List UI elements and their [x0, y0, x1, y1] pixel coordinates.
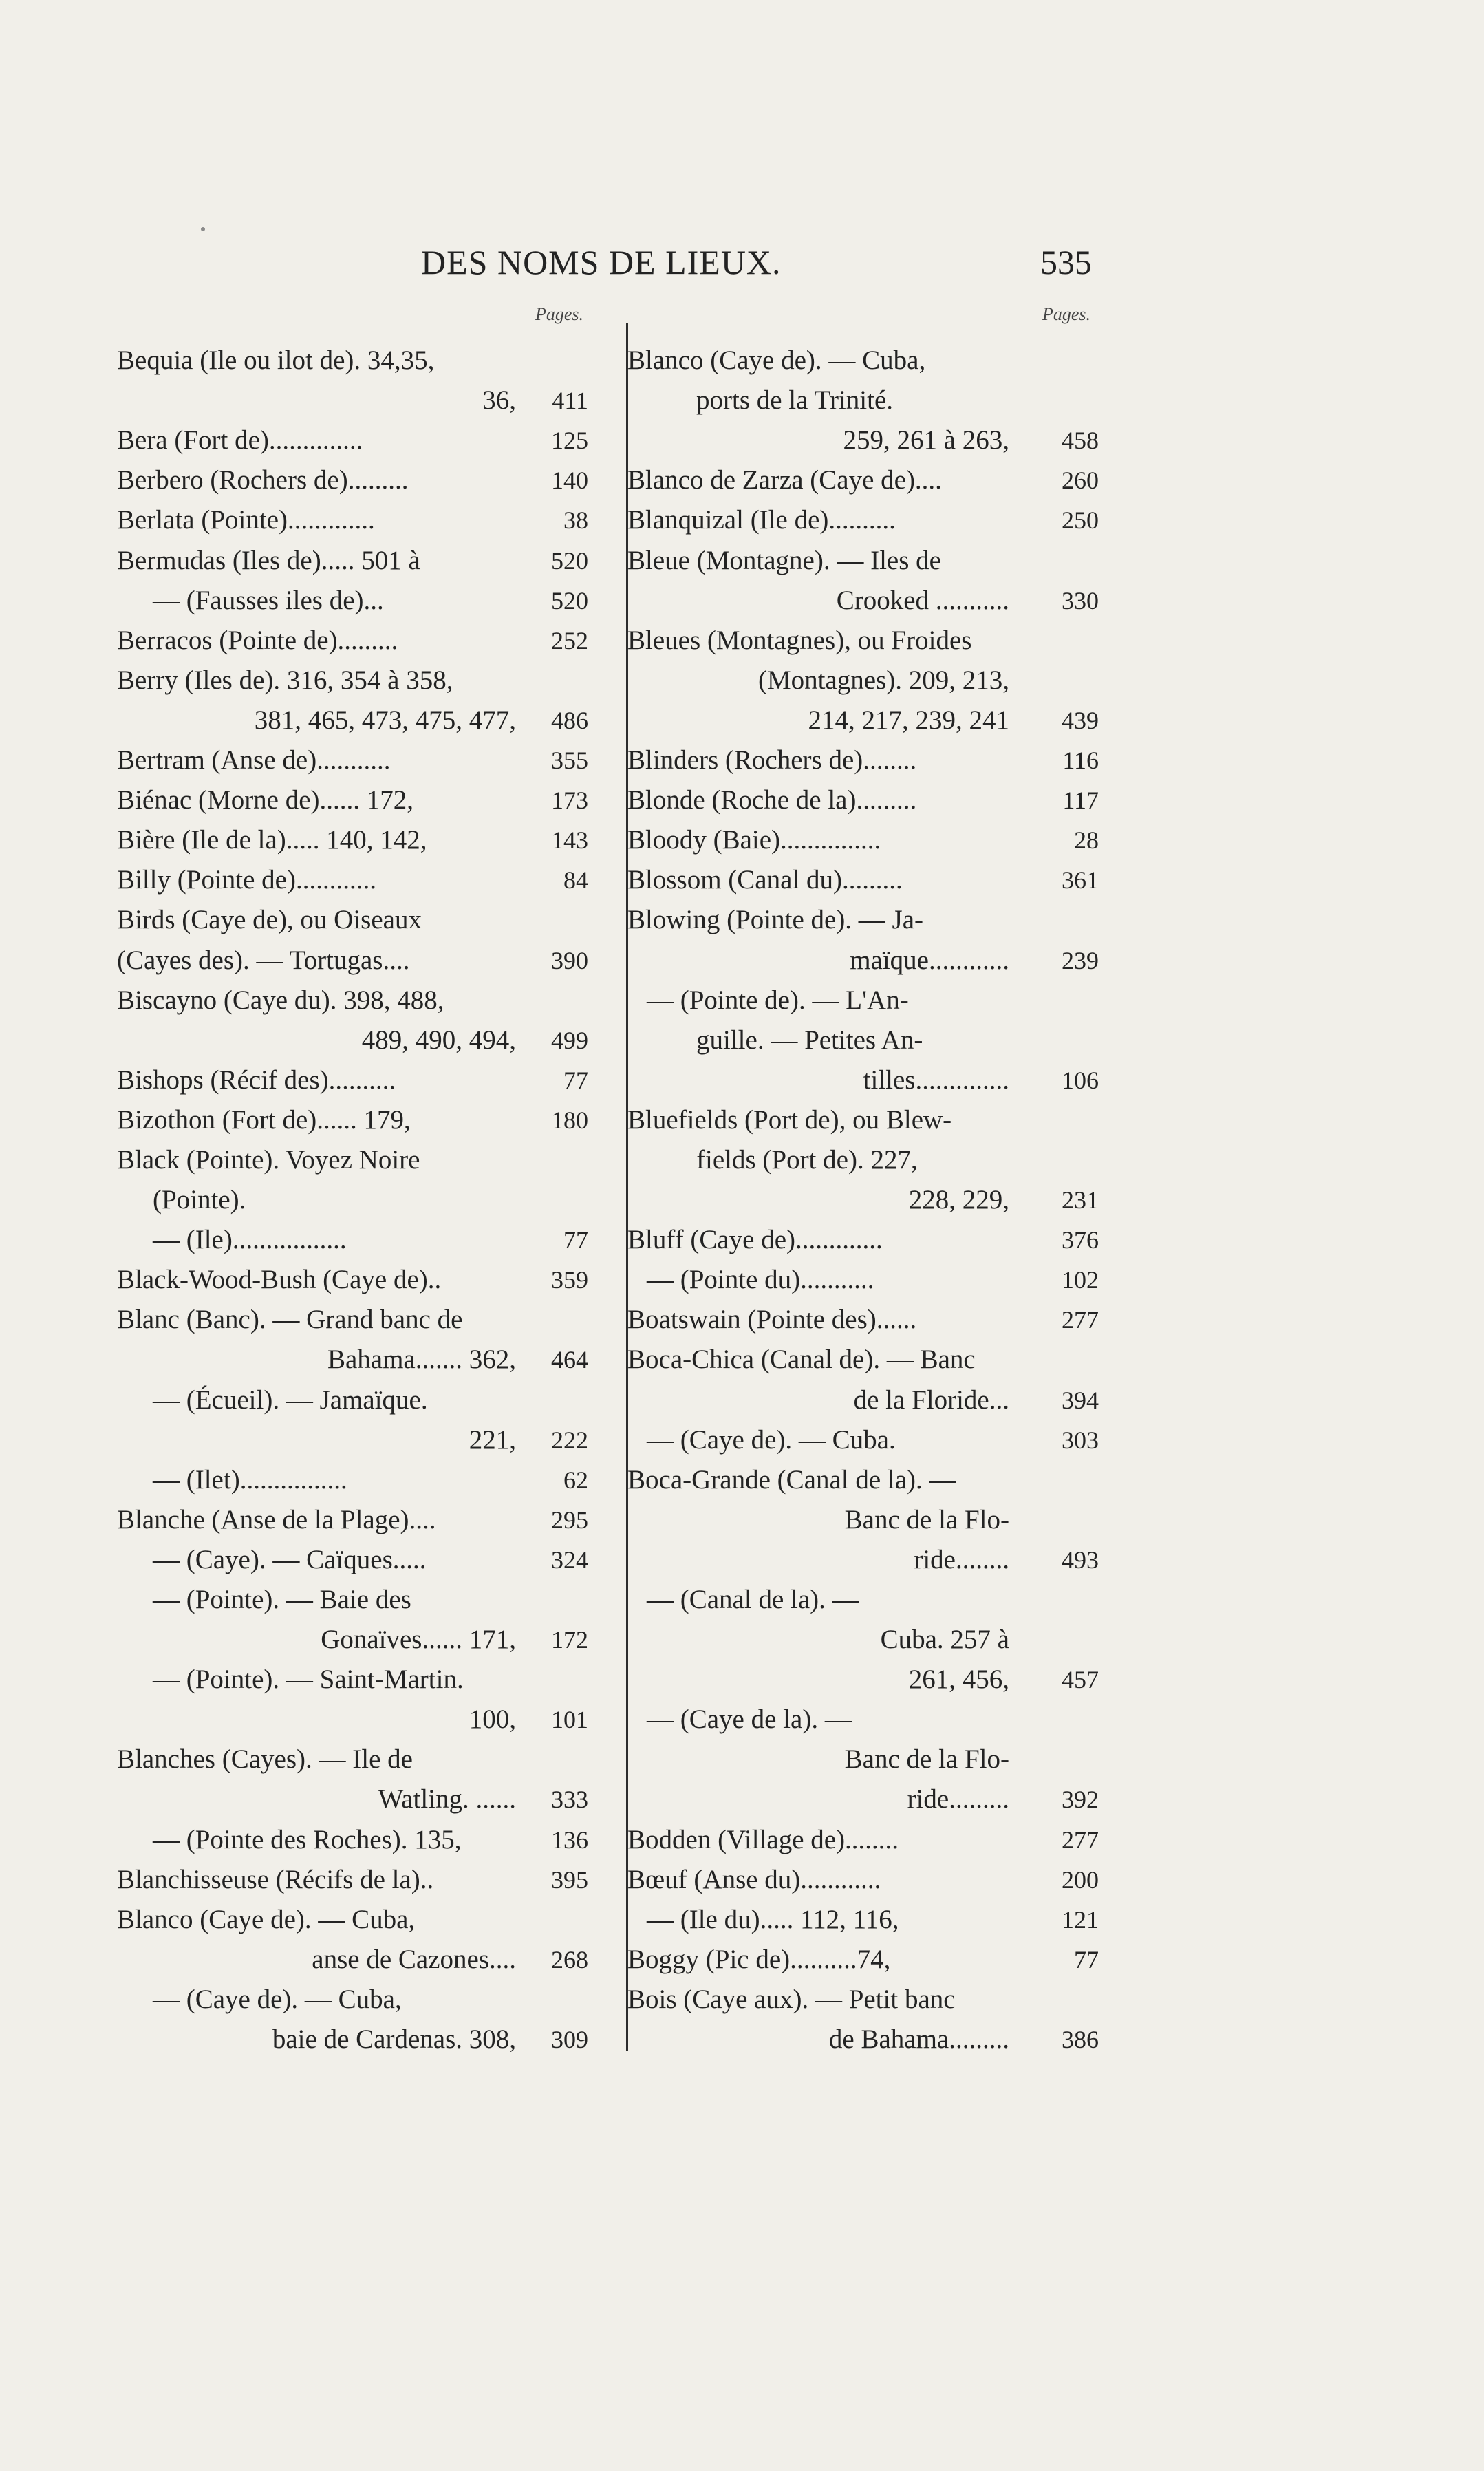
entry-text: 214, 217, 239, 241	[808, 705, 1009, 735]
entry-page-ref: 222	[551, 1426, 588, 1454]
entry-page-ref: 77	[563, 1066, 588, 1094]
index-entry	[117, 1580, 588, 1620]
index-entry	[627, 740, 1099, 780]
index-entry	[117, 1340, 588, 1380]
entry-page-ref: 439	[1062, 706, 1099, 734]
index-entry	[117, 1460, 588, 1500]
entry-page-ref: 38	[563, 506, 588, 535]
entry-text: Biénac (Morne de)...... 172,	[117, 785, 414, 815]
entry-page-ref: 173	[551, 787, 588, 815]
entry-page-ref: 277	[1062, 1826, 1099, 1854]
index-column-right	[627, 341, 1099, 2060]
index-entry	[117, 1740, 588, 1779]
entry-text: — (Pointe). — Baie des	[153, 1585, 411, 1614]
index-entry	[117, 1940, 588, 1980]
entry-text: 261, 456,	[908, 1665, 1009, 1695]
index-entry	[117, 780, 588, 820]
entry-text: baie de Cardenas. 308,	[272, 2024, 516, 2055]
index-entry	[627, 1260, 1099, 1300]
entry-page-ref: 458	[1062, 427, 1099, 455]
entry-page-ref: 125	[551, 427, 588, 455]
index-entry	[627, 1420, 1099, 1460]
index-entry	[117, 740, 588, 780]
entry-page-ref: 457	[1062, 1666, 1099, 1694]
index-entry	[627, 1020, 1099, 1060]
entry-text: Bleue (Montagne). — Iles de	[627, 545, 941, 575]
entry-text: Bishops (Récif des)..........	[117, 1065, 396, 1095]
entry-text: (Pointe).	[153, 1185, 246, 1215]
index-entry	[117, 1540, 588, 1580]
entry-page-ref: 394	[1062, 1386, 1099, 1414]
entry-page-ref: 486	[551, 706, 588, 734]
entry-text: — (Caye de la). —	[647, 1704, 852, 1735]
index-entry	[627, 1700, 1099, 1740]
index-entry	[117, 1819, 588, 1859]
entry-page-ref: 386	[1062, 2026, 1099, 2054]
entry-text: tilles..............	[863, 1065, 1009, 1095]
index-entry	[627, 1980, 1099, 2020]
entry-text: guille. — Petites An-	[696, 1025, 923, 1055]
index-entry	[117, 540, 588, 580]
index-entry	[627, 1740, 1099, 1779]
entry-text: anse de Cazones....	[312, 1944, 516, 1974]
entry-text: Billy (Pointe de)............	[117, 865, 376, 895]
index-entry	[627, 1819, 1099, 1859]
entry-text: Berlata (Pointe).............	[117, 505, 375, 535]
entry-page-ref: 359	[551, 1266, 588, 1294]
index-entry	[627, 460, 1099, 500]
entry-text: Bluff (Caye de).............	[627, 1225, 883, 1255]
index-entry	[117, 2020, 588, 2060]
index-entry	[117, 1980, 588, 2020]
entry-page-ref: 303	[1062, 1426, 1099, 1454]
index-entry	[117, 500, 588, 540]
entry-text: Bahama....... 362,	[327, 1345, 516, 1375]
entry-text: Boca-Grande (Canal de la). —	[627, 1464, 956, 1495]
index-entry	[627, 940, 1099, 980]
entry-page-ref: 411	[552, 387, 588, 415]
entry-text: ride........	[914, 1544, 1009, 1574]
entry-text: Watling. ......	[378, 1784, 516, 1815]
entry-page-ref: 77	[563, 1226, 588, 1254]
index-entry	[117, 1060, 588, 1100]
entry-text: Blanc (Banc). — Grand banc de	[117, 1305, 463, 1335]
entry-page-ref: 464	[551, 1346, 588, 1374]
index-entry	[627, 1100, 1099, 1140]
entry-page-ref: 101	[551, 1706, 588, 1734]
entry-text: Bodden (Village de)........	[627, 1824, 899, 1854]
index-entry	[117, 460, 588, 500]
entry-text: Boggy (Pic de)..........74,	[627, 1944, 891, 1974]
entry-page-ref: 116	[1062, 747, 1099, 775]
index-entry	[117, 940, 588, 980]
index-entry	[117, 981, 588, 1020]
entry-text: Biscayno (Caye du). 398, 488,	[117, 985, 444, 1015]
entry-text: Bermudas (Iles de)..... 501 à	[117, 545, 420, 575]
index-entry	[627, 700, 1099, 740]
entry-text: Blanco (Caye de). — Cuba,	[117, 1904, 416, 1934]
index-entry	[117, 1380, 588, 1420]
entry-text: Crooked ...........	[836, 585, 1009, 615]
entry-page-ref: 136	[551, 1826, 588, 1854]
entry-page-ref: 277	[1062, 1306, 1099, 1334]
entry-text: — (Caye de). — Cuba.	[647, 1424, 896, 1455]
index-entry	[627, 981, 1099, 1020]
entry-text: 259, 261 à 263,	[843, 425, 1009, 456]
index-entry	[627, 540, 1099, 580]
index-entry	[627, 780, 1099, 820]
entry-page-ref: 520	[551, 586, 588, 614]
entry-text: — (Pointe du)...........	[647, 1265, 874, 1295]
entry-page-ref: 361	[1062, 866, 1099, 895]
entry-page-ref: 295	[551, 1506, 588, 1534]
entry-text: — (Écueil). — Jamaïque.	[153, 1384, 428, 1415]
entry-text: Blanco (Caye de). — Cuba,	[627, 345, 926, 376]
entry-text: Bœuf (Anse du)............	[627, 1864, 881, 1894]
entry-text: 36,	[482, 385, 516, 416]
entry-text: Black (Pointe). Voyez Noire	[117, 1144, 420, 1175]
entry-text: 221,	[469, 1424, 516, 1455]
entry-text: Blinders (Rochers de)........	[627, 745, 917, 775]
entry-text: Cuba. 257 à	[880, 1625, 1009, 1655]
pages-label-left: Pages.	[535, 304, 584, 324]
entry-page-ref: 499	[551, 1026, 588, 1054]
entry-text: Blossom (Canal du).........	[627, 865, 903, 895]
entry-page-ref: 330	[1062, 586, 1099, 614]
entry-text: — (Fausses iles de)...	[153, 585, 384, 615]
entry-text: Birds (Caye de), ou Oiseaux	[117, 905, 422, 935]
entry-text: Banc de la Flo-	[844, 1744, 1009, 1775]
index-entry	[627, 1300, 1099, 1340]
entry-text: Blanche (Anse de la Plage)....	[117, 1504, 436, 1534]
entry-text: Bera (Fort de)..............	[117, 425, 363, 456]
index-entry	[117, 1260, 588, 1300]
entry-page-ref: 121	[1062, 1905, 1099, 1934]
index-entry	[117, 621, 588, 661]
entry-text: ride.........	[907, 1784, 1009, 1815]
index-entry	[117, 1660, 588, 1700]
entry-text: Blanchisseuse (Récifs de la)..	[117, 1864, 434, 1894]
entry-page-ref: 143	[551, 826, 588, 855]
index-entry	[117, 1860, 588, 1900]
index-entry	[627, 381, 1099, 420]
index-entry	[627, 1580, 1099, 1620]
entry-text: Berbero (Rochers de).........	[117, 465, 409, 495]
entry-text: Blowing (Pointe de). — Ja-	[627, 905, 924, 935]
entry-text: Berry (Iles de). 316, 354 à 358,	[117, 665, 453, 695]
index-entry	[627, 1660, 1099, 1700]
index-entry	[117, 900, 588, 940]
entry-text: Bleues (Montagnes), ou Froides	[627, 625, 972, 655]
index-entry	[117, 1220, 588, 1260]
entry-page-ref: 200	[1062, 1865, 1099, 1894]
entry-page-ref: 239	[1062, 946, 1099, 974]
index-entry	[117, 1500, 588, 1540]
entry-page-ref: 77	[1074, 1945, 1099, 1973]
index-entry	[627, 1900, 1099, 1940]
entry-text: Blanquizal (Ile de)..........	[627, 505, 896, 535]
index-entry	[627, 820, 1099, 860]
index-entry	[117, 1420, 588, 1460]
entry-page-ref: 324	[551, 1545, 588, 1574]
running-title: DES NOMS DE LIEUX.	[421, 243, 782, 281]
entry-page-ref: 180	[551, 1106, 588, 1134]
entry-text: (Cayes des). — Tortugas....	[117, 945, 410, 975]
index-entry	[627, 1540, 1099, 1580]
entry-page-ref: 260	[1062, 467, 1099, 495]
entry-text: — (Ile du)..... 112, 116,	[647, 1904, 899, 1934]
index-entry	[627, 1779, 1099, 1819]
entry-text: de la Floride...	[853, 1384, 1009, 1415]
entry-text: Bière (Ile de la)..... 140, 142,	[117, 825, 427, 855]
index-entry	[627, 860, 1099, 900]
entry-page-ref: 309	[551, 2026, 588, 2054]
entry-page-ref: 390	[551, 946, 588, 974]
entry-page-ref: 250	[1062, 506, 1099, 535]
entry-page-ref: 28	[1074, 826, 1099, 855]
entry-text: Bertram (Anse de)...........	[117, 745, 391, 775]
entry-page-ref: 117	[1062, 787, 1099, 815]
entry-text: Blonde (Roche de la).........	[627, 785, 917, 815]
entry-text: — (Pointe des Roches). 135,	[153, 1824, 462, 1854]
entry-text: — (Ilet)................	[153, 1464, 347, 1495]
index-entry	[117, 1300, 588, 1340]
entry-text: — (Ile).................	[153, 1225, 347, 1255]
index-entry	[627, 1620, 1099, 1660]
entry-text: Gonaïves...... 171,	[321, 1625, 516, 1655]
entry-page-ref: 102	[1062, 1266, 1099, 1294]
index-entry	[627, 621, 1099, 661]
entry-text: Banc de la Flo-	[844, 1504, 1009, 1534]
index-entry	[627, 500, 1099, 540]
ink-speck	[201, 227, 205, 231]
entry-text: Berracos (Pointe de).........	[117, 625, 398, 655]
entry-page-ref: 392	[1062, 1786, 1099, 1814]
entry-page-ref: 376	[1062, 1226, 1099, 1254]
index-entry	[117, 341, 588, 381]
index-entry	[117, 420, 588, 460]
index-entry	[117, 1900, 588, 1940]
entry-text: Blanco de Zarza (Caye de)....	[627, 465, 942, 495]
entry-page-ref: 172	[551, 1626, 588, 1654]
index-entry	[117, 1020, 588, 1060]
entry-text: Bluefields (Port de), ou Blew-	[627, 1104, 952, 1135]
index-entry	[627, 420, 1099, 460]
index-column-left	[117, 341, 588, 2060]
pages-label-right: Pages.	[1042, 304, 1091, 324]
index-entry	[117, 1700, 588, 1740]
entry-text: 381, 465, 473, 475, 477,	[254, 705, 516, 735]
entry-text: Boatswain (Pointe des)......	[627, 1305, 917, 1335]
entry-page-ref: 268	[551, 1945, 588, 1973]
entry-page-ref: 231	[1062, 1186, 1099, 1215]
index-entry	[627, 1140, 1099, 1180]
entry-text: — (Caye de). — Cuba,	[153, 1984, 402, 2014]
index-entry	[627, 2020, 1099, 2060]
index-entry	[117, 860, 588, 900]
index-entry	[117, 1180, 588, 1220]
entry-text: — (Canal de la). —	[647, 1585, 859, 1614]
index-entry	[627, 1340, 1099, 1380]
entry-text: (Montagnes). 209, 213,	[757, 665, 1009, 695]
entry-text: de Bahama.........	[828, 2024, 1009, 2055]
entry-text: Bequia (Ile ou ilot de). 34,35,	[117, 345, 435, 376]
index-entry	[117, 1100, 588, 1140]
entry-page-ref: 493	[1062, 1545, 1099, 1574]
index-entry	[627, 1380, 1099, 1420]
index-entry	[627, 1460, 1099, 1500]
index-entry	[627, 1180, 1099, 1220]
index-entry	[117, 1140, 588, 1180]
entry-text: 228, 229,	[908, 1185, 1009, 1215]
entry-text: Bloody (Baie)...............	[627, 825, 881, 855]
entry-page-ref: 84	[563, 866, 588, 895]
index-entry	[117, 661, 588, 700]
entry-text: fields (Port de). 227,	[696, 1144, 918, 1175]
entry-text: — (Caye). — Caïques.....	[153, 1544, 427, 1574]
entry-page-ref: 520	[551, 546, 588, 575]
index-entry	[117, 820, 588, 860]
index-entry	[627, 341, 1099, 381]
index-entry	[627, 1860, 1099, 1900]
entry-text: Blanches (Cayes). — Ile de	[117, 1744, 413, 1775]
index-entry	[627, 1940, 1099, 1980]
entry-text: — (Pointe de). — L'An-	[647, 985, 909, 1015]
entry-page-ref: 395	[551, 1865, 588, 1894]
index-entry	[627, 661, 1099, 700]
entry-page-ref: 106	[1062, 1066, 1099, 1094]
index-entry	[627, 1060, 1099, 1100]
page-number: 535	[1040, 243, 1092, 281]
entry-page-ref: 62	[563, 1466, 588, 1494]
index-entry	[117, 381, 588, 420]
index-entry	[117, 1779, 588, 1819]
entry-text: Black-Wood-Bush (Caye de)..	[117, 1265, 442, 1295]
entry-text: 489, 490, 494,	[361, 1025, 516, 1055]
entry-text: Bizothon (Fort de)...... 179,	[117, 1104, 411, 1135]
entry-text: Bois (Caye aux). — Petit banc	[627, 1984, 956, 2014]
index-entry	[627, 1500, 1099, 1540]
entry-text: — (Pointe). — Saint-Martin.	[153, 1665, 464, 1695]
entry-text: Boca-Chica (Canal de). — Banc	[627, 1345, 976, 1375]
entry-page-ref: 333	[551, 1786, 588, 1814]
entry-page-ref: 252	[551, 626, 588, 654]
index-entry	[627, 900, 1099, 940]
index-entry	[117, 700, 588, 740]
entry-page-ref: 140	[551, 467, 588, 495]
entry-text: 100,	[469, 1704, 516, 1735]
entry-text: maïque............	[850, 945, 1009, 975]
index-entry	[117, 581, 588, 621]
index-entry	[627, 1220, 1099, 1260]
entry-page-ref: 355	[551, 747, 588, 775]
index-entry	[627, 581, 1099, 621]
entry-text: ports de la Trinité.	[696, 385, 894, 416]
index-entry	[117, 1620, 588, 1660]
